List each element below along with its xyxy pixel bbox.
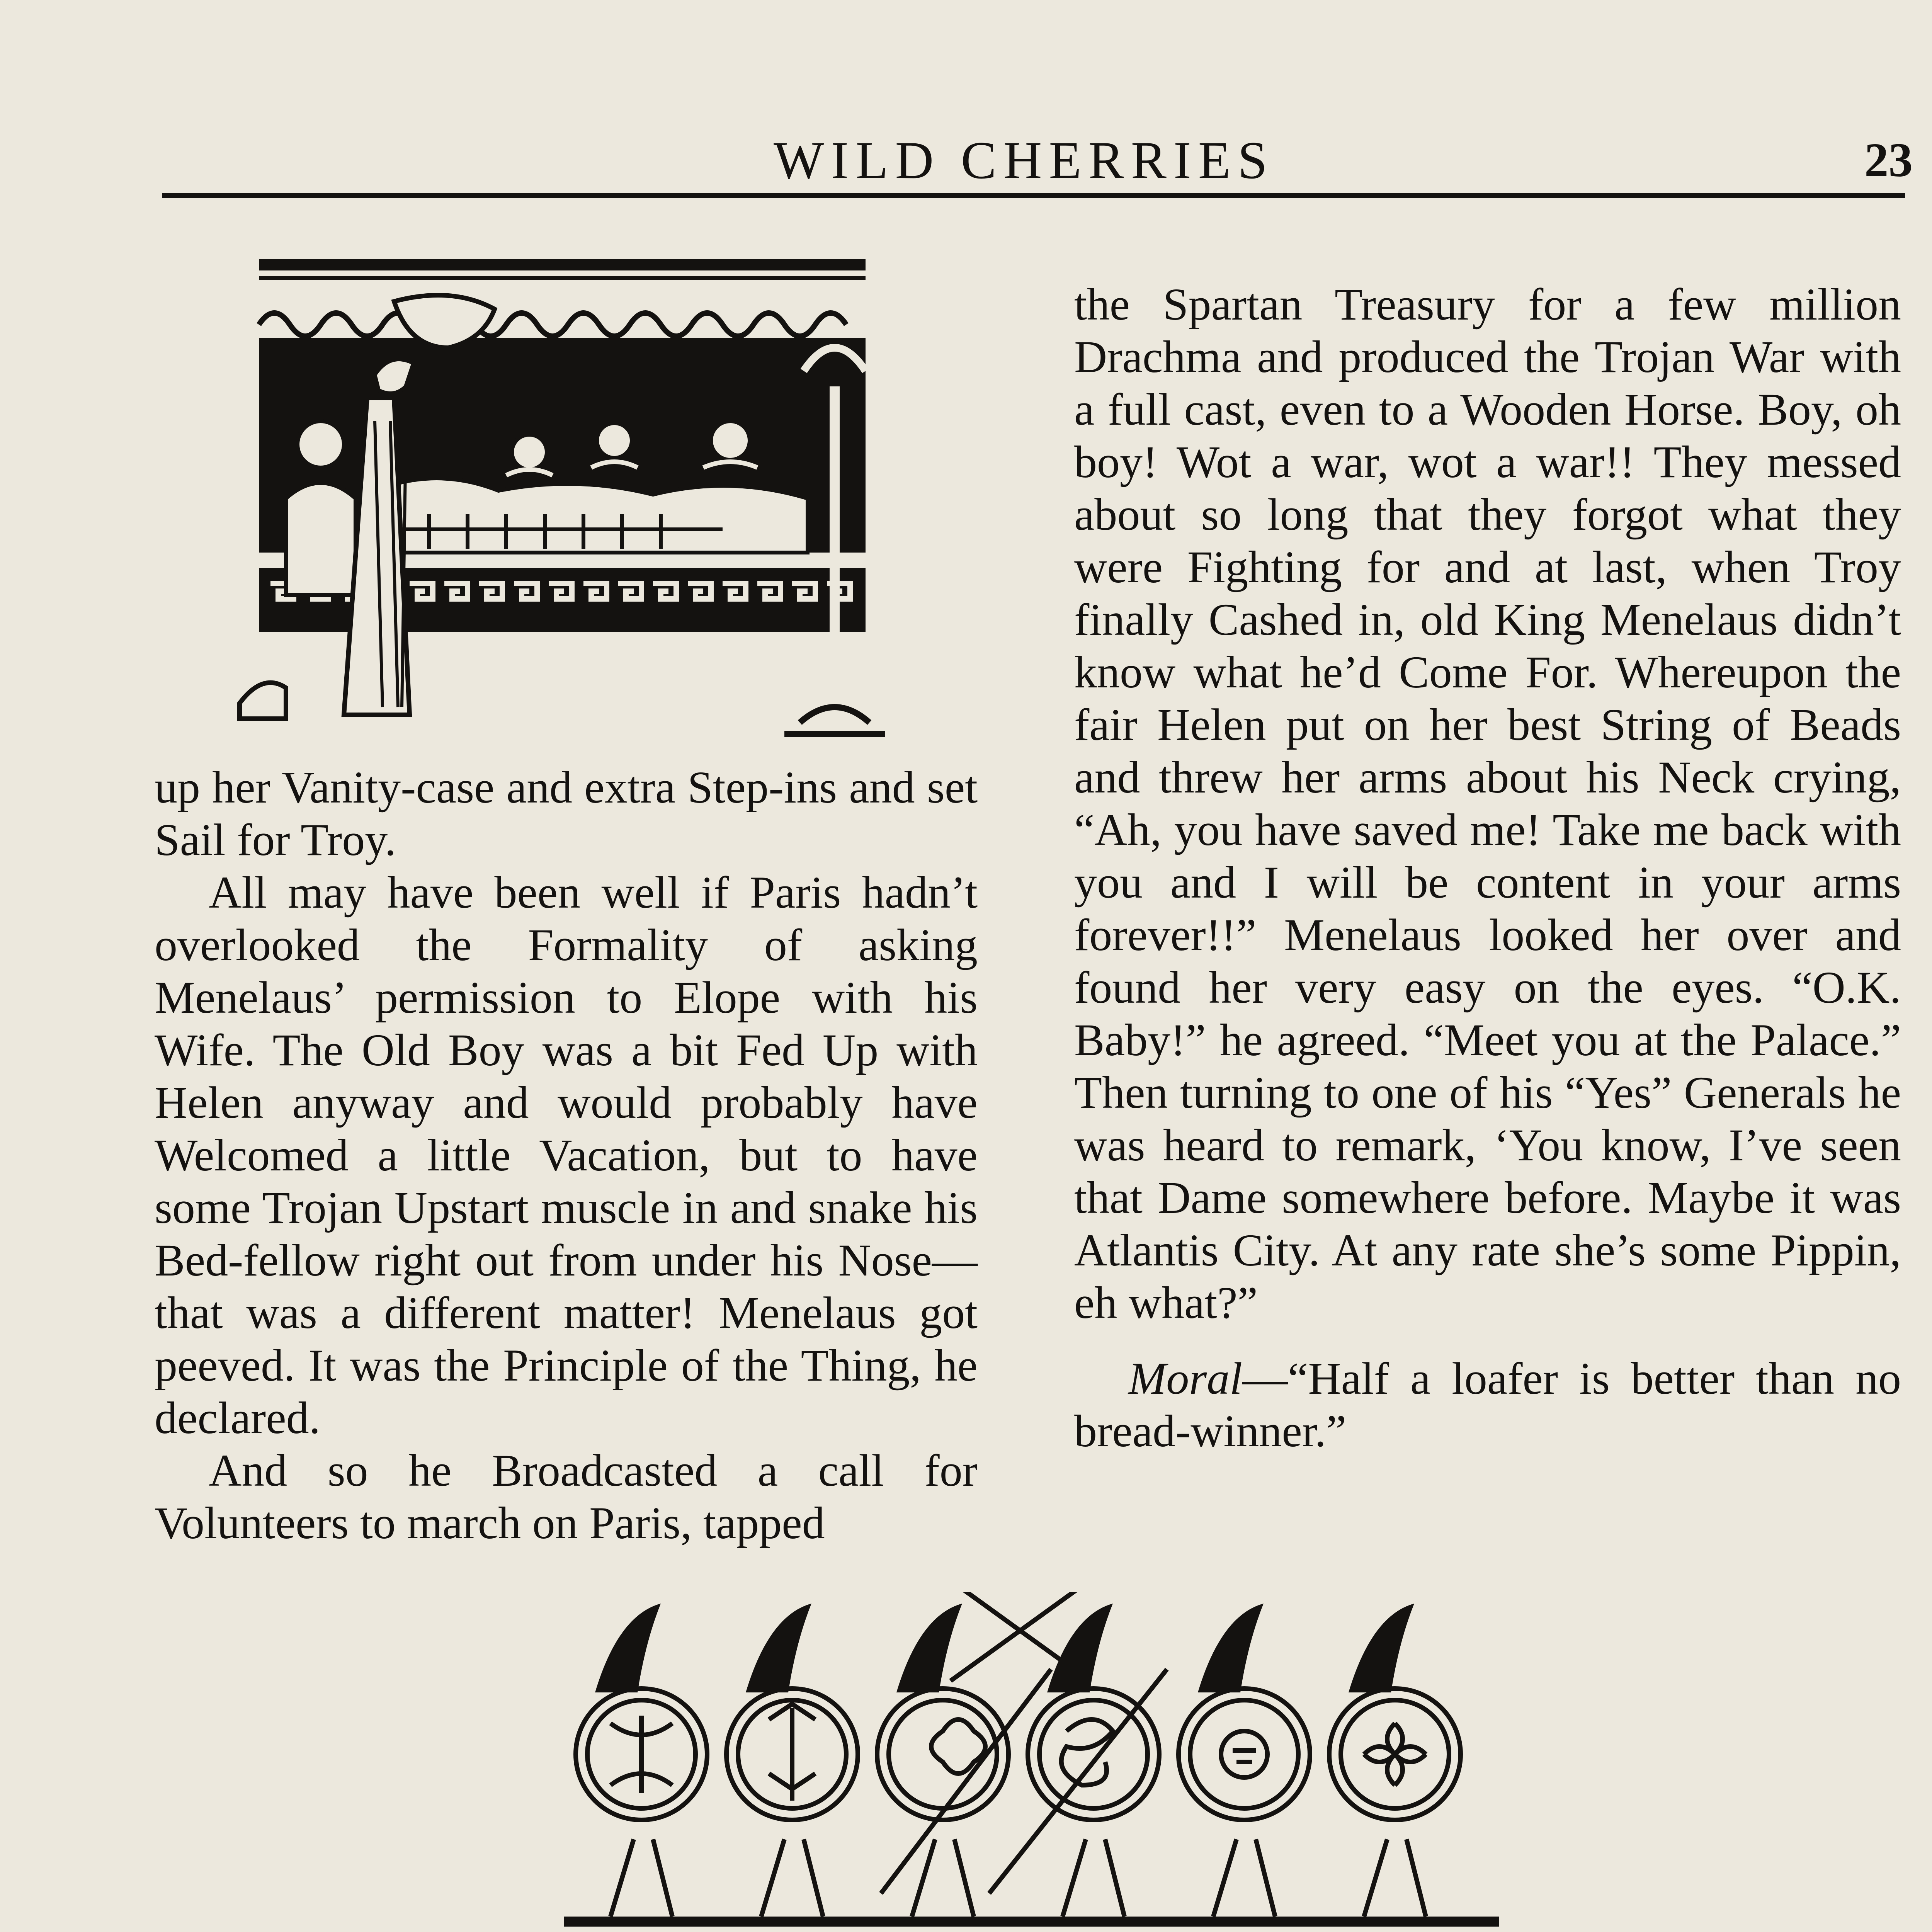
- running-title: WILD CHERRIES: [774, 131, 1274, 190]
- moral-text: —“Half a loafer is better than no bread-winner.”: [1074, 1353, 1901, 1456]
- greek-banquet-illustration: [228, 259, 904, 750]
- header-rule: [162, 193, 1905, 198]
- moral-line: [1074, 1352, 1901, 1458]
- story-paragraph: up her Vanity-case and extra Step-ins and set Sail for Troy.: [155, 762, 978, 865]
- moral-label: Moral: [1128, 1353, 1242, 1404]
- greek-warriors-frieze: [564, 1592, 1499, 1932]
- page-number: 23: [1864, 134, 1913, 187]
- story-paragraph: the Spartan Treasury for a few million Drachma and produced the Trojan War with a full cast, even to a Wooden Horse. Boy, oh boy! Wot a war, wot a war!! They messed about so long that they forgot what they were Fighting for and at last, when Troy finally Cashed in, old King Menelaus didn’t know what he’d Come For. Whereupon the fair Helen put on her best String of Beads and threw her arms about his Neck crying, “Ah, you have saved me! Take me back with you and I will be content in your arms forever!!” Menelaus looked her over and found her very easy on the eyes. “O.K. Baby!” he agreed. “Meet you at the Palace.” Then turning to one of his “Yes” Generals he was heard to remark, ‘You know, I’ve seen that Dame somewhere before. Maybe it was Atlantis City. At any rate she’s some Pippin, eh what?”: [1074, 279, 1901, 1328]
- story-column-right: [1074, 278, 1901, 1458]
- story-paragraph: And so he Broadcasted a call for Volunteers to march on Paris, tapped: [155, 1445, 978, 1548]
- story-column-left: [155, 761, 978, 1549]
- story-paragraph: All may have been well if Paris hadn’t overlooked the Formality of asking Menelaus’ permission to Elope with his Wife. The Old Boy was a bit Fed Up with Helen anyway and would probably have Welcomed a little Vacation, but to have some Trojan Upstart muscle in and snake his Bed-fellow right out from under his Nose—that was a different matter! Menelaus got peeved. It was the Principle of the Thing, he declared.: [155, 867, 978, 1443]
